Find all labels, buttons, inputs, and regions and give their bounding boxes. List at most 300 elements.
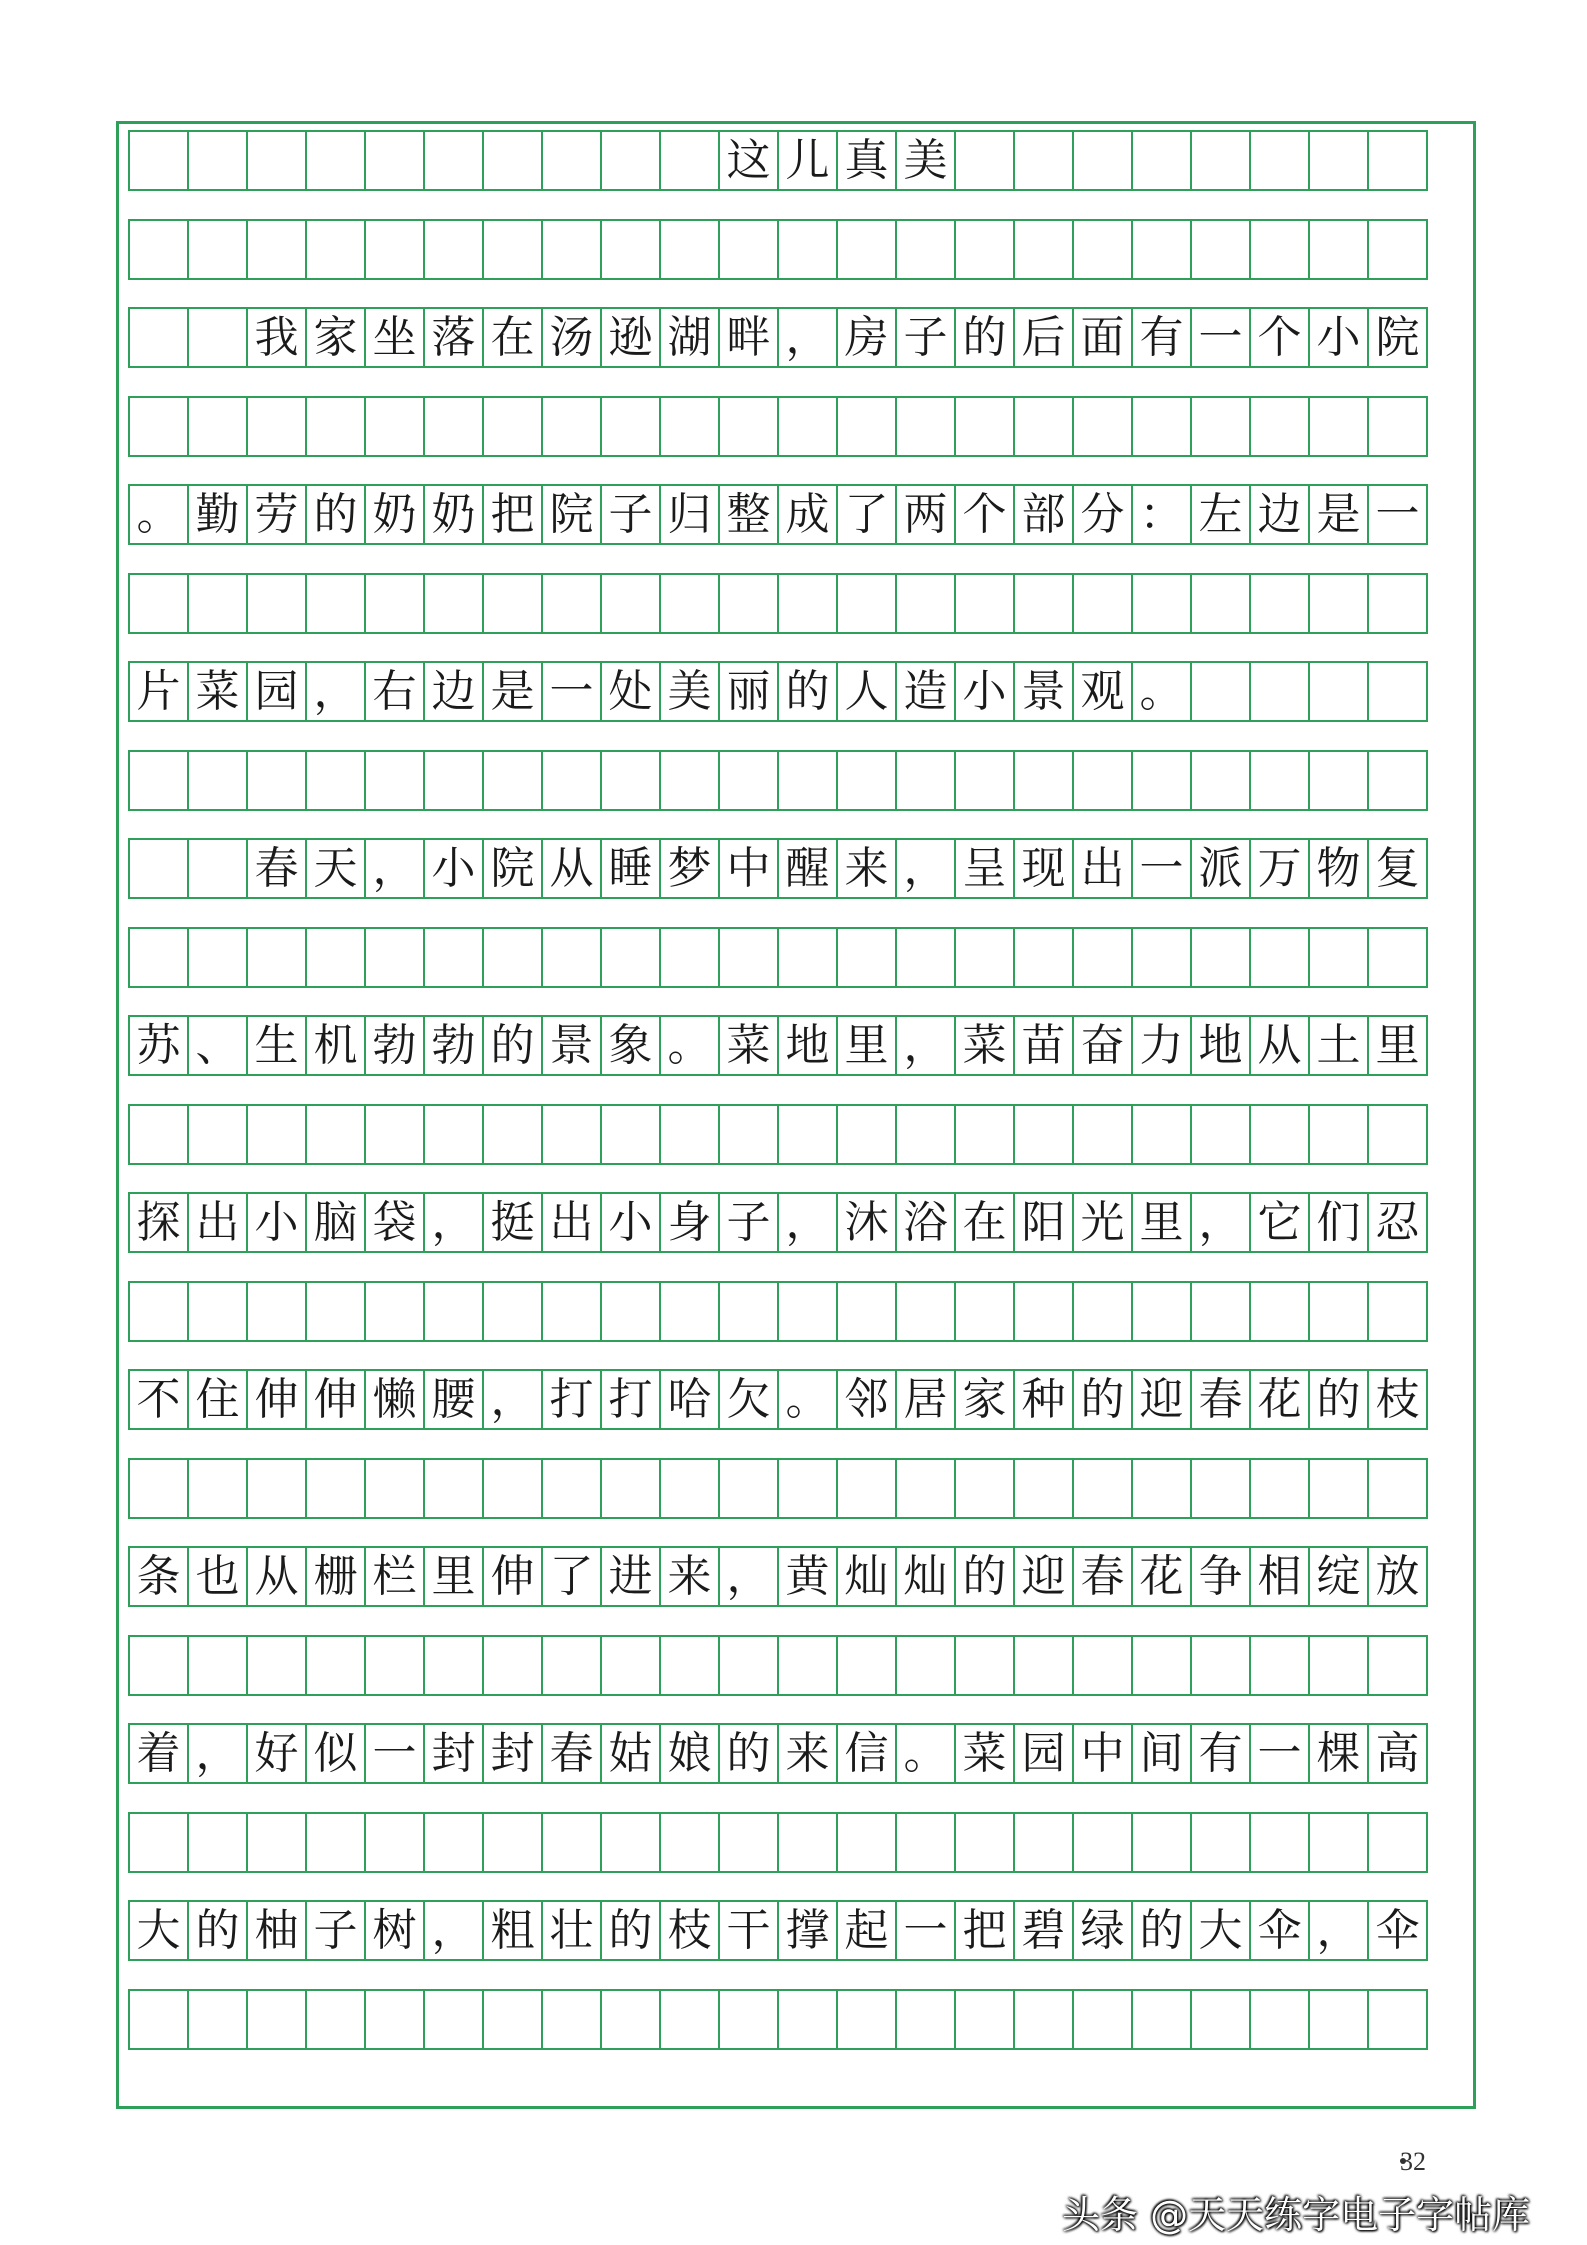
grid-cell xyxy=(836,1812,897,1873)
grid-cell xyxy=(895,1281,956,1342)
grid-cell xyxy=(1190,927,1251,988)
grid-cell xyxy=(895,1458,956,1519)
grid-cell: 着 xyxy=(128,1723,189,1784)
grid-cell xyxy=(1190,396,1251,457)
grid-cell: 阳 xyxy=(1013,1192,1074,1253)
grid-cell xyxy=(600,750,661,811)
grid-cell: 里 xyxy=(1131,1192,1192,1253)
grid-cell: 菜 xyxy=(187,661,248,722)
grid-cell: 小 xyxy=(1308,307,1369,368)
grid-cell: 汤 xyxy=(541,307,602,368)
grid-cell xyxy=(187,219,248,280)
grid-cell: 劳 xyxy=(246,484,307,545)
grid-cell xyxy=(954,1104,1015,1165)
grid-cell: 棵 xyxy=(1308,1723,1369,1784)
grid-cell xyxy=(246,1104,307,1165)
grid-cell xyxy=(1249,573,1310,634)
grid-cell xyxy=(482,927,543,988)
text-row xyxy=(128,1546,1426,1607)
grid-cell xyxy=(423,219,484,280)
grid-cell: 灿 xyxy=(895,1546,956,1607)
grid-cell: 落 xyxy=(423,307,484,368)
grid-cell: 信 xyxy=(836,1723,897,1784)
grid-cell xyxy=(482,1458,543,1519)
grid-cell xyxy=(600,1458,661,1519)
grid-cell xyxy=(1308,661,1369,722)
grid-cell xyxy=(954,750,1015,811)
grid-cell xyxy=(187,1281,248,1342)
grid-cell: 相 xyxy=(1249,1546,1310,1607)
grid-cell xyxy=(659,1458,720,1519)
grid-cell xyxy=(718,219,779,280)
grid-cell xyxy=(1131,1635,1192,1696)
grid-cell xyxy=(305,1989,366,2050)
grid-cell: 也 xyxy=(187,1546,248,1607)
grid-cell xyxy=(1131,219,1192,280)
grid-cell xyxy=(954,396,1015,457)
grid-cell: ， xyxy=(423,1192,484,1253)
grid-cell: ， xyxy=(1190,1192,1251,1253)
grid-cell xyxy=(128,1458,189,1519)
grid-cell xyxy=(305,573,366,634)
grid-cell xyxy=(423,750,484,811)
grid-cell: 院 xyxy=(1367,307,1428,368)
grid-cell xyxy=(718,1281,779,1342)
grid-cell xyxy=(1013,130,1074,191)
grid-cell xyxy=(1131,396,1192,457)
grid-cell xyxy=(895,1104,956,1165)
grid-cell: ， xyxy=(482,1369,543,1430)
grid-cell xyxy=(1367,396,1428,457)
grid-cell xyxy=(600,1812,661,1873)
grid-cell: 进 xyxy=(600,1546,661,1607)
grid-cell: 菜 xyxy=(954,1015,1015,1076)
grid-cell: 起 xyxy=(836,1900,897,1961)
grid-cell xyxy=(128,927,189,988)
grid-cell: 身 xyxy=(659,1192,720,1253)
grid-cell: 园 xyxy=(1013,1723,1074,1784)
grid-cell xyxy=(1013,1989,1074,2050)
grid-cell: 苗 xyxy=(1013,1015,1074,1076)
grid-cell: 在 xyxy=(954,1192,1015,1253)
grid-cell xyxy=(836,396,897,457)
grid-cell xyxy=(659,396,720,457)
grid-cell xyxy=(364,1812,425,1873)
grid-cell: 柚 xyxy=(246,1900,307,1961)
grid-cell xyxy=(1190,1458,1251,1519)
grid-cell xyxy=(1072,1458,1133,1519)
grid-cell xyxy=(482,750,543,811)
grid-cell: 房 xyxy=(836,307,897,368)
grid-cell: 的 xyxy=(777,661,838,722)
grid-cell: 片 xyxy=(128,661,189,722)
grid-cell: 左 xyxy=(1190,484,1251,545)
grid-cell: 春 xyxy=(1072,1546,1133,1607)
grid-cell xyxy=(541,927,602,988)
grid-cell: 物 xyxy=(1308,838,1369,899)
grid-cell xyxy=(364,396,425,457)
grid-cell xyxy=(482,573,543,634)
grid-cell: 来 xyxy=(777,1723,838,1784)
grid-cell xyxy=(1367,1458,1428,1519)
grid-cell xyxy=(1013,927,1074,988)
grid-cell xyxy=(541,1635,602,1696)
grid-cell: 脑 xyxy=(305,1192,366,1253)
grid-cell xyxy=(1013,750,1074,811)
grid-cell xyxy=(718,750,779,811)
grid-cell: 复 xyxy=(1367,838,1428,899)
grid-cell xyxy=(1072,1812,1133,1873)
grid-cell xyxy=(128,573,189,634)
grid-cell xyxy=(364,1635,425,1696)
grid-cell: 土 xyxy=(1308,1015,1369,1076)
grid-cell: ， xyxy=(895,838,956,899)
grid-cell: 坐 xyxy=(364,307,425,368)
grid-cell xyxy=(718,1812,779,1873)
grid-cell xyxy=(600,396,661,457)
grid-cell xyxy=(1249,1281,1310,1342)
grid-cell: 伸 xyxy=(246,1369,307,1430)
grid-cell: 派 xyxy=(1190,838,1251,899)
grid-cell: ， xyxy=(777,1192,838,1253)
grid-cell xyxy=(1131,1104,1192,1165)
grid-cell xyxy=(1308,573,1369,634)
grid-cell xyxy=(541,1104,602,1165)
grid-cell xyxy=(541,130,602,191)
grid-cell: 的 xyxy=(305,484,366,545)
grid-cell xyxy=(836,1104,897,1165)
grid-cell xyxy=(305,396,366,457)
grid-cell: 一 xyxy=(895,1900,956,1961)
grid-cell xyxy=(718,1458,779,1519)
grid-cell xyxy=(364,1281,425,1342)
grid-cell: 子 xyxy=(895,307,956,368)
text-row xyxy=(128,484,1426,545)
grid-cell: 出 xyxy=(541,1192,602,1253)
grid-cell xyxy=(1190,573,1251,634)
grid-cell xyxy=(895,1989,956,2050)
grid-cell: 枝 xyxy=(1367,1369,1428,1430)
grid-cell: 袋 xyxy=(364,1192,425,1253)
grid-cell xyxy=(718,573,779,634)
grid-cell xyxy=(895,750,956,811)
grid-cell xyxy=(305,1104,366,1165)
grid-cell xyxy=(1308,750,1369,811)
grid-cell xyxy=(777,1812,838,1873)
grid-cell: ， xyxy=(895,1015,956,1076)
grid-cell xyxy=(836,750,897,811)
blank-row xyxy=(128,219,1426,280)
grid-cell: 睡 xyxy=(600,838,661,899)
text-row xyxy=(128,1192,1426,1253)
grid-cell: 姑 xyxy=(600,1723,661,1784)
grid-cell xyxy=(1367,1812,1428,1873)
grid-cell xyxy=(659,1281,720,1342)
grid-cell xyxy=(1072,396,1133,457)
grid-cell xyxy=(305,219,366,280)
grid-cell xyxy=(187,1989,248,2050)
grid-cell xyxy=(1072,573,1133,634)
grid-cell xyxy=(954,1281,1015,1342)
grid-cell: 右 xyxy=(364,661,425,722)
grid-cell xyxy=(541,1458,602,1519)
grid-cell: 美 xyxy=(659,661,720,722)
blank-row xyxy=(128,927,1426,988)
grid-cell xyxy=(482,1281,543,1342)
grid-cell: 子 xyxy=(305,1900,366,1961)
grid-cell xyxy=(659,1812,720,1873)
grid-cell: 的 xyxy=(718,1723,779,1784)
grid-cell xyxy=(1308,1458,1369,1519)
grid-cell: 有 xyxy=(1131,307,1192,368)
grid-cell: 高 xyxy=(1367,1723,1428,1784)
grid-cell xyxy=(1131,1812,1192,1873)
grid-cell xyxy=(364,750,425,811)
grid-cell xyxy=(541,750,602,811)
grid-cell xyxy=(541,573,602,634)
grid-cell: 出 xyxy=(187,1192,248,1253)
grid-cell xyxy=(1190,219,1251,280)
grid-cell: 真 xyxy=(836,130,897,191)
grid-cell: 象 xyxy=(600,1015,661,1076)
grid-cell: 迎 xyxy=(1013,1546,1074,1607)
grid-cell xyxy=(128,307,189,368)
grid-cell: 现 xyxy=(1013,838,1074,899)
grid-cell: 春 xyxy=(1190,1369,1251,1430)
grid-cell xyxy=(600,1281,661,1342)
grid-cell: 丽 xyxy=(718,661,779,722)
grid-cell xyxy=(1367,219,1428,280)
grid-cell xyxy=(1013,1812,1074,1873)
grid-cell xyxy=(718,927,779,988)
grid-cell xyxy=(718,1635,779,1696)
grid-cell xyxy=(482,219,543,280)
grid-cell: 里 xyxy=(423,1546,484,1607)
grid-cell xyxy=(482,1104,543,1165)
grid-cell: 是 xyxy=(1308,484,1369,545)
grid-cell: 个 xyxy=(1249,307,1310,368)
grid-cell: 造 xyxy=(895,661,956,722)
grid-cell: 住 xyxy=(187,1369,248,1430)
grid-cell: 打 xyxy=(541,1369,602,1430)
grid-cell: 把 xyxy=(954,1900,1015,1961)
grid-cell xyxy=(777,927,838,988)
grid-cell xyxy=(1308,1989,1369,2050)
grid-cell xyxy=(1190,130,1251,191)
grid-cell xyxy=(187,1812,248,1873)
grid-cell xyxy=(954,1812,1015,1873)
grid-cell xyxy=(1131,573,1192,634)
grid-cell xyxy=(1190,1812,1251,1873)
grid-cell xyxy=(482,396,543,457)
grid-cell: 院 xyxy=(541,484,602,545)
grid-cell: 的 xyxy=(482,1015,543,1076)
grid-cell xyxy=(895,927,956,988)
grid-cell xyxy=(1308,219,1369,280)
grid-cell xyxy=(777,396,838,457)
grid-cell xyxy=(246,1812,307,1873)
blank-row xyxy=(128,396,1426,457)
grid-cell xyxy=(659,927,720,988)
grid-cell: 。 xyxy=(1131,661,1192,722)
text-row xyxy=(128,130,1426,191)
grid-cell xyxy=(895,219,956,280)
grid-cell xyxy=(187,1104,248,1165)
grid-cell xyxy=(482,130,543,191)
grid-cell: 。 xyxy=(777,1369,838,1430)
grid-cell xyxy=(777,219,838,280)
grid-cell: 菜 xyxy=(954,1723,1015,1784)
grid-cell: 种 xyxy=(1013,1369,1074,1430)
grid-cell: 子 xyxy=(600,484,661,545)
grid-cell xyxy=(1072,130,1133,191)
grid-cell: 、 xyxy=(187,1015,248,1076)
grid-cell: 醒 xyxy=(777,838,838,899)
grid-cell: 它 xyxy=(1249,1192,1310,1253)
grid-cell: 一 xyxy=(1367,484,1428,545)
grid-cell xyxy=(246,1458,307,1519)
grid-cell xyxy=(600,130,661,191)
grid-cell xyxy=(954,1635,1015,1696)
grid-cell: 来 xyxy=(659,1546,720,1607)
grid-cell: 的 xyxy=(187,1900,248,1961)
grid-cell xyxy=(659,219,720,280)
grid-cell xyxy=(128,219,189,280)
grid-cell xyxy=(600,1635,661,1696)
grid-cell xyxy=(246,219,307,280)
grid-cell: 苏 xyxy=(128,1015,189,1076)
grid-cell: 整 xyxy=(718,484,779,545)
grid-cell: 园 xyxy=(246,661,307,722)
grid-cell xyxy=(718,1989,779,2050)
grid-cell: 栏 xyxy=(364,1546,425,1607)
text-row xyxy=(128,1723,1426,1784)
blank-row xyxy=(128,573,1426,634)
grid-cell xyxy=(187,927,248,988)
grid-cell: 生 xyxy=(246,1015,307,1076)
grid-cell xyxy=(305,1281,366,1342)
grid-cell: 封 xyxy=(423,1723,484,1784)
grid-cell xyxy=(1072,1281,1133,1342)
grid-cell xyxy=(305,927,366,988)
grid-cell xyxy=(1013,573,1074,634)
grid-cell: 伸 xyxy=(482,1546,543,1607)
grid-cell: 光 xyxy=(1072,1192,1133,1253)
grid-cell: 封 xyxy=(482,1723,543,1784)
grid-cell xyxy=(364,130,425,191)
grid-cell xyxy=(128,750,189,811)
grid-cell: 粗 xyxy=(482,1900,543,1961)
text-row xyxy=(128,1015,1426,1076)
grid-cell: 壮 xyxy=(541,1900,602,1961)
grid-cell: 力 xyxy=(1131,1015,1192,1076)
grid-cell: 栅 xyxy=(305,1546,366,1607)
grid-cell xyxy=(305,1812,366,1873)
grid-cell xyxy=(187,1635,248,1696)
grid-cell xyxy=(1072,1989,1133,2050)
grid-cell: 探 xyxy=(128,1192,189,1253)
grid-cell xyxy=(777,750,838,811)
grid-cell: 家 xyxy=(305,307,366,368)
text-row xyxy=(128,1369,1426,1430)
grid-cell xyxy=(246,750,307,811)
grid-cell xyxy=(1131,750,1192,811)
blank-row xyxy=(128,1989,1426,2050)
grid-cell: 了 xyxy=(541,1546,602,1607)
grid-cell xyxy=(246,1989,307,2050)
grid-cell: 部 xyxy=(1013,484,1074,545)
grid-cell: 个 xyxy=(954,484,1015,545)
grid-cell: 小 xyxy=(954,661,1015,722)
grid-cell xyxy=(1190,1989,1251,2050)
grid-cell xyxy=(600,219,661,280)
grid-cell: 面 xyxy=(1072,307,1133,368)
grid-cell: 从 xyxy=(246,1546,307,1607)
grid-cell: 碧 xyxy=(1013,1900,1074,1961)
grid-cell xyxy=(777,1635,838,1696)
grid-cell xyxy=(305,1458,366,1519)
grid-cell: 天 xyxy=(305,838,366,899)
grid-cell xyxy=(305,750,366,811)
grid-cell xyxy=(600,927,661,988)
grid-cell xyxy=(1249,927,1310,988)
grid-cell xyxy=(128,130,189,191)
grid-cell xyxy=(1131,927,1192,988)
grid-cell: 梦 xyxy=(659,838,720,899)
grid-cell: 一 xyxy=(364,1723,425,1784)
grid-cell xyxy=(364,1104,425,1165)
grid-cell xyxy=(482,1812,543,1873)
grid-cell: 。 xyxy=(659,1015,720,1076)
grid-cell: 黄 xyxy=(777,1546,838,1607)
grid-cell xyxy=(187,130,248,191)
grid-cell xyxy=(836,219,897,280)
grid-cell: 逊 xyxy=(600,307,661,368)
grid-cell: 一 xyxy=(1249,1723,1310,1784)
grid-cell: 奶 xyxy=(364,484,425,545)
grid-cell xyxy=(1190,1635,1251,1696)
grid-cell: 忍 xyxy=(1367,1192,1428,1253)
grid-cell xyxy=(659,130,720,191)
grid-cell: 家 xyxy=(954,1369,1015,1430)
grid-cell xyxy=(187,307,248,368)
grid-cell xyxy=(1308,927,1369,988)
grid-cell: 沐 xyxy=(836,1192,897,1253)
grid-cell xyxy=(1013,1281,1074,1342)
grid-cell xyxy=(659,573,720,634)
grid-cell xyxy=(423,1989,484,2050)
grid-cell: ： xyxy=(1131,484,1192,545)
grid-cell: 小 xyxy=(246,1192,307,1253)
grid-cell: 地 xyxy=(777,1015,838,1076)
grid-cell xyxy=(246,1635,307,1696)
page-number: 32 xyxy=(1400,2147,1426,2176)
grid-cell: 邻 xyxy=(836,1369,897,1430)
grid-cell xyxy=(1131,1458,1192,1519)
grid-cell: 小 xyxy=(423,838,484,899)
grid-cell: 呈 xyxy=(954,838,1015,899)
grid-cell xyxy=(423,396,484,457)
grid-cell: 春 xyxy=(246,838,307,899)
text-row xyxy=(128,1900,1426,1961)
grid-cell xyxy=(541,219,602,280)
grid-cell xyxy=(128,1104,189,1165)
grid-cell xyxy=(1308,396,1369,457)
grid-cell xyxy=(541,1989,602,2050)
grid-cell xyxy=(836,1635,897,1696)
grid-cell xyxy=(600,1104,661,1165)
grid-cell: 我 xyxy=(246,307,307,368)
